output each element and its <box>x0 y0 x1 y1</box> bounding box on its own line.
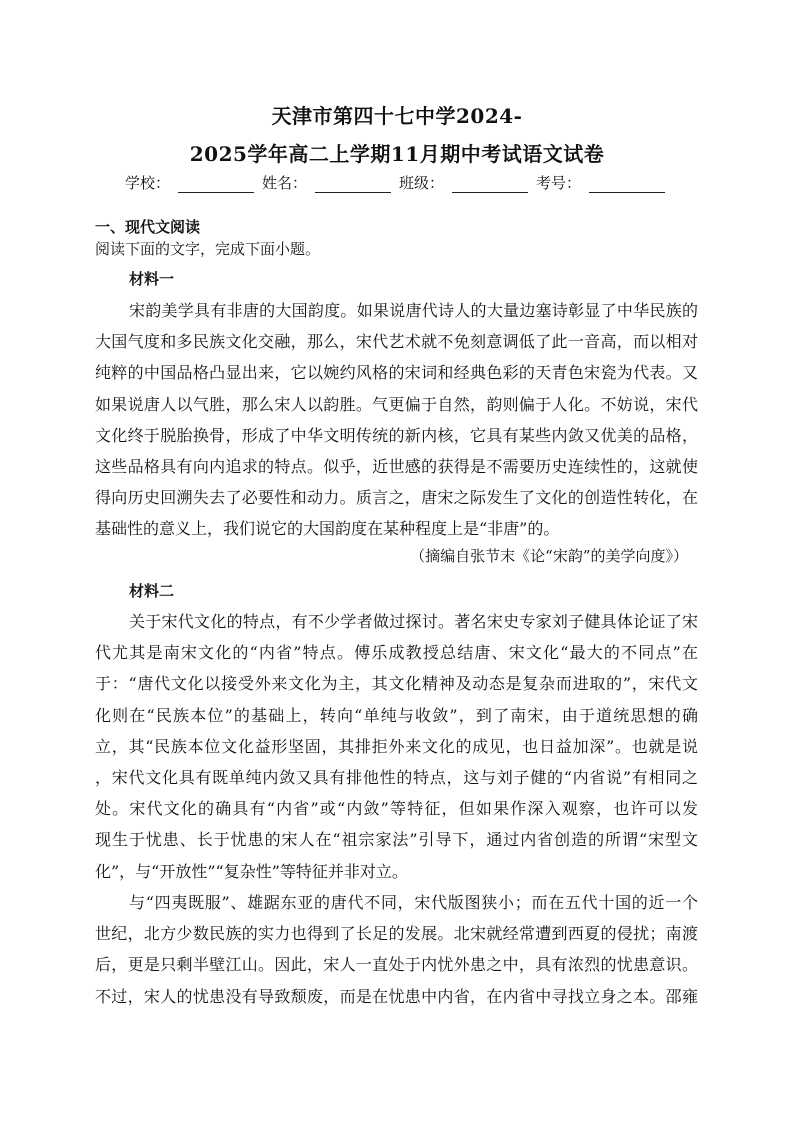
exam-number-blank[interactable] <box>589 178 665 193</box>
name-label: 姓名： <box>262 174 308 192</box>
text-line: 世纪，北方少数民族的实力也得到了长足的发展。北宋就经常遭到西夏的侵扰；南渡 <box>95 924 698 944</box>
text-line: 如果说唐人以气胜，那么宋人以韵胜。气更偏于自然，韵则偏于人化。不妨说，宋代 <box>95 394 698 414</box>
text-line: ，宋代文化具有既单纯内敛又具有排他性的特点，这与刘子健的“内省说”有相同之 <box>95 767 698 787</box>
material1-source: （摘编自张节末《论“宋韵”的美学向度》） <box>410 547 688 565</box>
text-line: 关于宋代文化的特点，有不少学者做过探讨。著名宋史专家刘子健具体论证了宋 <box>129 612 698 631</box>
school-blank[interactable] <box>178 178 254 193</box>
text-line: 不过，宋人的忧患没有导致颓废，而是在忧患中内省，在内省中寻找立身之本。邵雍 <box>95 986 698 1006</box>
text-line: 得向历史回溯失去了必要性和动力。质言之，唐宋之际发生了文化的创造性转化，在 <box>95 488 698 508</box>
text-line: 后，更是只剩半壁江山。因此，宋人一直处于内忧外患之中，具有浓烈的忧患意识。 <box>95 955 698 975</box>
name-blank[interactable] <box>315 178 391 193</box>
school-label: 学校： <box>125 174 171 192</box>
class-blank[interactable] <box>452 178 528 193</box>
text-line: 大国气度和多民族文化交融，那么，宋代艺术就不免刻意调低了此一音高，而以相对 <box>95 332 698 352</box>
text-line: 这些品格具有向内追求的特点。似乎，近世感的获得是不需要历史连续性的，这就使 <box>95 456 698 476</box>
text-line: 纯粹的中国品格凸显出来，它以婉约风格的宋词和经典色彩的天青色宋瓷为代表。又 <box>95 363 698 383</box>
exam-title-line2: 2025学年高二上学期11月期中考试语文试卷 <box>189 142 605 166</box>
exam-number-label: 考号： <box>536 174 582 192</box>
material1-paragraph <box>95 295 698 545</box>
class-label: 班级： <box>399 174 445 192</box>
text-line: 于：“唐代文化以接受外来文化为主，其文化精神及动态是复杂而进取的”，宋代文 <box>95 674 698 694</box>
section-heading: 一、现代文阅读 <box>95 218 201 236</box>
text-line: 化则在“民族本位”的基础上，转向“单纯与收敛”，到了南宋，由于道统思想的确 <box>95 705 698 725</box>
text-line: 化”，与“开放性”“复杂性”等特征并非对立。 <box>95 861 408 881</box>
text-line: 现生于忧患、长于忧患的宋人在“祖宗家法”引导下，通过内省创造的所谓“宋型文 <box>95 830 698 850</box>
text-line: 宋韵美学具有非唐的大国韵度。如果说唐代诗人的大量边塞诗彰显了中华民族的 <box>129 301 698 320</box>
text-line: 立，其“民族本位文化益形坚固，其排拒外来文化的成见，也日益加深”。也就是说 <box>95 736 698 756</box>
reading-instruction: 阅读下面的文字，完成下面小题。 <box>95 240 321 258</box>
material2-title: 材料二 <box>129 582 175 600</box>
text-line: 基础性的意义上，我们说它的大国韵度在某种程度上是“非唐”的。 <box>95 519 560 539</box>
text-line: 处。宋代文化的确具有“内省”或“内敛”等特征，但如果作深入观察，也许可以发 <box>95 799 698 819</box>
text-line: 文化终于脱胎换骨，形成了中华文明传统的新内核，它具有某些内敛又优美的品格， <box>95 425 698 445</box>
material2-paragraph-1 <box>95 606 698 887</box>
exam-title-line1: 天津市第四十七中学2024- <box>271 104 523 128</box>
text-line: 代尤其是南宋文化的“内省”特点。傅乐成教授总结唐、宋文化“最大的不同点”在 <box>95 643 698 663</box>
text-line: 与“四夷既服”、雄踞东亚的唐代不同，宋代版图狭小；而在五代十国的近一个 <box>129 893 698 912</box>
material1-title: 材料一 <box>129 270 175 288</box>
material2-paragraph-2 <box>95 887 698 1012</box>
student-info-row <box>125 172 685 193</box>
